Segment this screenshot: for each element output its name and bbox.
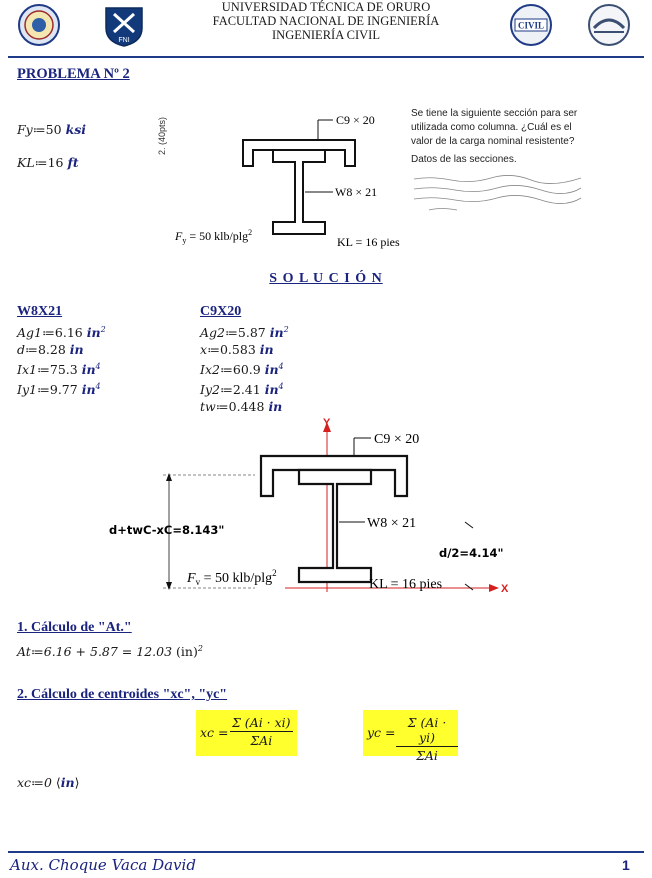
property-value: 0.448 bbox=[228, 399, 265, 415]
property-label: Ix1 bbox=[17, 362, 37, 378]
c-label: C9 × 20 bbox=[374, 432, 420, 447]
author-signature: Aux. Choque Vaca David bbox=[10, 856, 196, 874]
department-name: INGENIERÍA CIVIL bbox=[272, 28, 380, 42]
yc-denominator: ΣAi bbox=[416, 748, 438, 763]
property-unit: in bbox=[86, 325, 101, 341]
property-value: 2.41 bbox=[232, 382, 261, 398]
xc-fraction bbox=[230, 715, 293, 748]
property-label: Ix2 bbox=[200, 362, 220, 378]
property-unit: in bbox=[268, 399, 283, 415]
fy-definition: Fy≔50 ksi bbox=[17, 122, 87, 137]
xc-lhs: xc = bbox=[200, 725, 229, 740]
property-value: 8.28 bbox=[37, 342, 66, 358]
svg-text:FNI: FNI bbox=[118, 37, 130, 44]
step2-title: 2. Cálculo de centroides "xc", "yc" bbox=[17, 687, 228, 702]
property-exponent: 4 bbox=[95, 362, 101, 372]
statement-line-2: utilizada como columna. ¿Cuál es el bbox=[411, 122, 572, 133]
property-unit: in bbox=[81, 362, 96, 378]
right-dimension-label: d/2=4.14" bbox=[439, 546, 504, 560]
c9x20-property-row: Ag2≔5.87 $in^2$ bbox=[200, 325, 289, 341]
section-figure-solution bbox=[105, 412, 525, 602]
property-unit: in bbox=[259, 342, 274, 358]
fy-figure-label: $F_v = 50$ klb/plg$^2$ bbox=[187, 568, 277, 587]
w8x21-property-row: d≔8.28 in bbox=[17, 342, 84, 358]
property-unit: in bbox=[264, 382, 279, 398]
property-value: 0.583 bbox=[219, 342, 256, 358]
civil-engineering-emblem-icon bbox=[584, 2, 634, 48]
w-label: W8 × 21 bbox=[335, 185, 378, 199]
kl-label: KL bbox=[17, 155, 35, 170]
property-unit: in bbox=[269, 325, 284, 341]
w8x21-title: W8X21 bbox=[17, 304, 63, 319]
yc-lhs: yc = bbox=[367, 725, 396, 740]
left-dimension-label: d+twC-xC=8.143" bbox=[109, 523, 225, 537]
property-label: Ag1 bbox=[17, 325, 42, 341]
property-exponent: 4 bbox=[95, 382, 101, 392]
university-name: UNIVERSIDAD TÉCNICA DE ORURO bbox=[221, 0, 431, 14]
property-exponent: 2 bbox=[283, 325, 289, 334]
xc-value-text: xc≔0 bbox=[17, 775, 52, 790]
property-label: Iy2 bbox=[200, 382, 220, 398]
x-axis-arrow-icon bbox=[489, 584, 499, 592]
svg-text:CIVIL: CIVIL bbox=[517, 20, 545, 31]
property-label: Iy1 bbox=[17, 382, 37, 398]
faculty-name: FACULTAD NACIONAL DE INGENIERÍA bbox=[212, 14, 440, 28]
section-figure-problem bbox=[155, 100, 410, 252]
c-label: C9 × 20 bbox=[336, 113, 375, 127]
property-unit: in bbox=[264, 362, 279, 378]
civil-logo-icon bbox=[506, 2, 556, 48]
property-label: x bbox=[200, 342, 208, 358]
c9x20-property-row: Iy2≔2.41 $in^4$ bbox=[200, 382, 284, 398]
xc-numerator: Σ (Ai · xi) bbox=[232, 715, 291, 730]
page-number: 1 bbox=[622, 857, 630, 873]
xc-value: xc≔0 ⟨in⟩ bbox=[17, 775, 80, 790]
c9x20-title: C9X20 bbox=[200, 304, 242, 319]
fy-label: Fy bbox=[17, 122, 33, 137]
c9x20-property-row: tw≔0.448 in bbox=[200, 399, 283, 415]
c9x20-properties bbox=[200, 321, 289, 415]
w8x21-property-row: Ag1≔6.16 $in^2$ bbox=[17, 325, 106, 341]
property-unit: in bbox=[81, 382, 96, 398]
xc-denominator: ΣAi bbox=[250, 733, 273, 748]
c9x20-property-row: Ix2≔60.9 $in^4$ bbox=[200, 362, 284, 378]
at-unit-exponent: 2 bbox=[197, 644, 203, 653]
step1-formula bbox=[17, 640, 203, 660]
property-value: 75.3 bbox=[49, 362, 78, 378]
kl-figure-label: KL = 16 pies bbox=[337, 235, 400, 249]
property-value: 6.16 bbox=[54, 325, 83, 341]
statement-line-4: Datos de las secciones. bbox=[411, 154, 517, 165]
x-axis-label: X bbox=[501, 583, 509, 595]
property-unit: in bbox=[69, 342, 84, 358]
fni-shield-icon bbox=[102, 4, 146, 48]
c9x20-property-row: x≔0.583 in bbox=[200, 342, 274, 358]
property-label: d bbox=[17, 342, 26, 358]
kl-unit: ft bbox=[67, 155, 79, 170]
xc-unit: in bbox=[60, 775, 75, 790]
w8x21-property-row: Ix1≔75.3 $in^4$ bbox=[17, 362, 101, 378]
statement-line-3: valor de la carga nominal resistente? bbox=[411, 136, 575, 147]
at-formula: At≔6.16 + 5.87 = 12.03 bbox=[17, 644, 173, 660]
w8x21-property-row: Iy1≔9.77 $in^4$ bbox=[17, 382, 101, 398]
w8x21-properties bbox=[17, 321, 106, 398]
y-axis-label: Y bbox=[323, 417, 331, 429]
step1-title: 1. Cálculo de "At." bbox=[17, 620, 132, 635]
university-seal-icon bbox=[14, 3, 64, 47]
header-divider bbox=[8, 56, 644, 58]
points-label: 2. (40pts) bbox=[157, 116, 167, 156]
property-value: 60.9 bbox=[232, 362, 261, 378]
xc-formula-box bbox=[196, 710, 297, 756]
property-exponent: 4 bbox=[278, 382, 284, 392]
yc-fraction bbox=[396, 715, 458, 763]
fy-value: 50 bbox=[45, 122, 62, 137]
yc-numerator: Σ (Ai · yi) bbox=[396, 715, 458, 747]
kl-definition: KL≔16 ft bbox=[17, 155, 79, 170]
w-shape bbox=[299, 470, 371, 582]
footer-divider bbox=[8, 851, 644, 853]
fy-unit: ksi bbox=[65, 122, 87, 137]
property-value: 5.87 bbox=[237, 325, 266, 341]
solution-title: S O L U C I Ó N bbox=[269, 271, 383, 286]
kl-value: 16 bbox=[47, 155, 64, 170]
fy-figure-label: $F_y = 50$ klb/plg$^2$ bbox=[175, 228, 253, 245]
w-label: W8 × 21 bbox=[367, 516, 417, 531]
property-value: 9.77 bbox=[49, 382, 78, 398]
property-exponent: 4 bbox=[278, 362, 284, 372]
kl-figure-label: KL = 16 pies bbox=[369, 577, 443, 592]
property-label: tw bbox=[200, 399, 216, 415]
handwritten-data-notes bbox=[411, 173, 591, 217]
yc-formula-box bbox=[363, 710, 458, 763]
statement-line-1: Se tiene la siguiente sección para ser bbox=[411, 108, 578, 119]
property-exponent: 2 bbox=[100, 325, 106, 334]
problem-statement bbox=[411, 107, 577, 167]
problem-title: PROBLEMA Nº 2 bbox=[17, 66, 130, 82]
at-unit: (in) bbox=[176, 644, 198, 660]
property-label: Ag2 bbox=[200, 325, 225, 341]
